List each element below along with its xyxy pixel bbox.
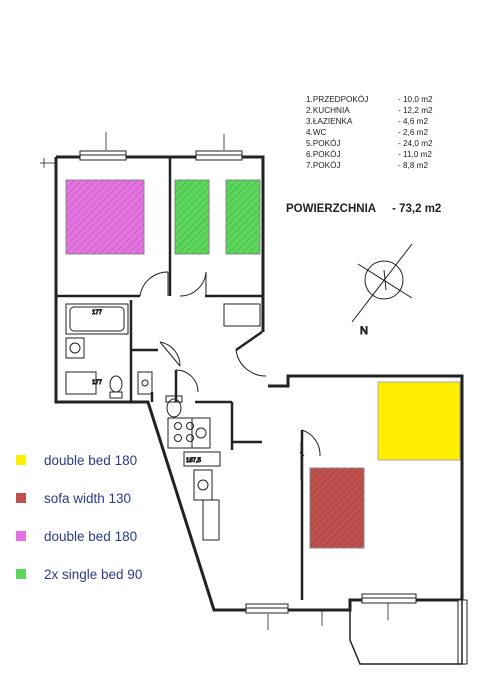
total-area-value: - 73,2 m2 xyxy=(392,203,442,215)
furniture-legend xyxy=(16,450,142,602)
legend-swatch-pink xyxy=(16,531,26,541)
legend-label: 2x single bed 90 xyxy=(44,566,143,582)
legend-item xyxy=(16,488,142,508)
bathroom-fixtures xyxy=(66,304,182,417)
room-name: 4.WC xyxy=(306,128,327,137)
room-row xyxy=(306,105,456,116)
room-area: - 2,6 m2 xyxy=(398,128,429,137)
room-name: 1.PRZEDPOKÓJ xyxy=(306,95,369,104)
legend-swatch-yellow xyxy=(16,455,26,465)
door-swings xyxy=(140,272,320,456)
kitchen-fixtures xyxy=(168,418,220,540)
balcony xyxy=(350,600,462,664)
counter-dimension-label: 187,5 xyxy=(186,458,202,464)
compass-north-label: N xyxy=(360,325,368,337)
room-area: - 4,6 m2 xyxy=(398,117,429,126)
room-area: - 10,0 m2 xyxy=(398,95,433,104)
legend-item xyxy=(16,526,142,546)
small-bath-label: 177 xyxy=(92,380,103,386)
legend-label: double bed 180 xyxy=(44,452,138,468)
room-area: - 8,8 m2 xyxy=(398,161,429,170)
compass-icon xyxy=(352,244,412,337)
room-name: 3.ŁAZIENKA xyxy=(306,117,353,126)
room-row xyxy=(306,127,456,138)
room-name: 2.KUCHNIA xyxy=(306,106,350,115)
room-area: - 11,0 m2 xyxy=(398,150,432,159)
room-row xyxy=(306,94,456,105)
bath-dimension-label: 177 xyxy=(92,310,103,316)
room-row xyxy=(306,149,456,160)
room-name: 6.POKÓJ xyxy=(306,150,341,159)
room-area-table xyxy=(306,94,456,171)
total-area-label: POWIERZCHNIA xyxy=(286,203,377,215)
legend-item xyxy=(16,450,142,470)
room-row xyxy=(306,116,456,127)
wardrobe xyxy=(224,304,260,326)
room-area: - 12,2 m2 xyxy=(398,106,433,115)
total-area xyxy=(286,203,441,215)
room-name: 7.POKÓJ xyxy=(306,161,341,170)
legend-label: sofa width 130 xyxy=(44,490,132,506)
room-name: 5.POKÓJ xyxy=(306,139,341,148)
legend-swatch-red xyxy=(16,493,26,503)
yellow-double-bed xyxy=(378,382,460,460)
room-area: - 24,0 m2 xyxy=(398,139,433,148)
room-row xyxy=(306,160,456,171)
legend-item xyxy=(16,564,142,584)
legend-swatch-green xyxy=(16,569,26,579)
room-row xyxy=(306,138,456,149)
legend-label: double bed 180 xyxy=(44,528,138,544)
